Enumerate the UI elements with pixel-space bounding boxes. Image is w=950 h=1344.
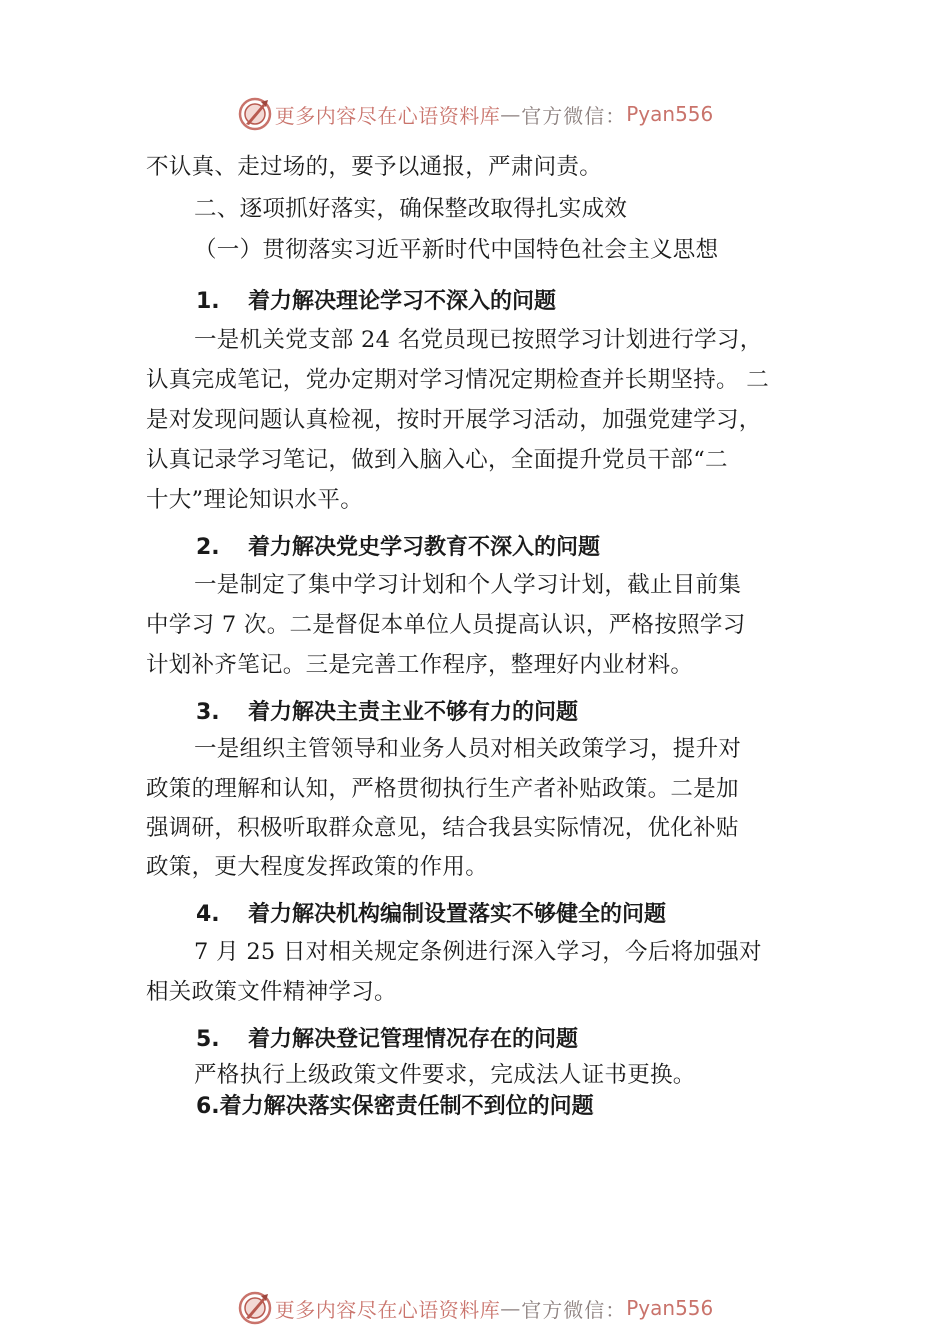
watermark-brand: 更多内容尽在心语资料库 — [274, 1297, 501, 1322]
watermark-separator: — — [500, 1296, 522, 1320]
item-heading-5 — [196, 1025, 578, 1055]
paragraph-line: 一是组织主管领导和业务人员对相关政策学习，提升对 — [194, 736, 742, 762]
item-number: 2. — [196, 535, 220, 560]
item-title: 着力解决主责主业不够有力的问题 — [248, 700, 579, 725]
watermark-footer — [0, 1288, 950, 1328]
quill-seal-icon — [237, 96, 273, 132]
paragraph-line: 是对发现问题认真检视，按时开展学习活动，加强党建学习， — [146, 407, 762, 433]
paragraph-line: 政策的理解和认知，严格贯彻执行生产者补贴政策。二是加 — [146, 776, 739, 802]
paragraph-line: 十大”理论知识水平。 — [146, 487, 364, 513]
paragraph-line: 7 月 25 日对相关规定条例进行深入学习，今后将加强对 — [194, 939, 762, 965]
paragraph-line: 认真完成笔记，党办定期对学习情况定期检查并长期坚持。 二 — [146, 367, 770, 393]
paragraph-line: 一是制定了集中学习计划和个人学习计划，截止目前集 — [194, 572, 742, 598]
item-title: 着力解决机构编制设置落实不够健全的问题 — [248, 902, 667, 927]
watermark-brand: 更多内容尽在心语资料库 — [274, 103, 501, 128]
paragraph-line: 计划补齐笔记。三是完善工作程序，整理好内业材料。 — [146, 652, 694, 678]
quill-seal-icon — [237, 1290, 273, 1326]
item-title: 着力解决登记管理情况存在的问题 — [248, 1027, 579, 1052]
paragraph-line: 政策，更大程度发挥政策的作用。 — [146, 854, 489, 880]
watermark-wechat-label: 官方微信： — [521, 103, 627, 128]
item-heading-3 — [196, 698, 578, 728]
subsection-heading: （一）贯彻落实习近平新时代中国特色社会主义思想 — [194, 237, 719, 263]
item-number: 5. — [196, 1027, 220, 1052]
paragraph-line: 中学习 7 次。二是督促本单位人员提高认识，严格按照学习 — [146, 612, 746, 638]
paragraph-line: 相关政策文件精神学习。 — [146, 979, 397, 1005]
paragraph-line: 不认真、走过场的，要予以通报，严肃问责。 — [146, 154, 603, 180]
paragraph-line: 强调研，积极听取群众意见，结合我县实际情况，优化补贴 — [146, 815, 739, 841]
item-heading-2 — [196, 533, 600, 563]
watermark-wechat-label: 官方微信： — [521, 1297, 627, 1322]
item-number: 6. — [196, 1094, 220, 1119]
watermark-handle: Pyan556 — [626, 1296, 714, 1320]
item-title: 着力解决落实保密责任制不到位的问题 — [219, 1094, 594, 1119]
item-number: 1. — [196, 289, 220, 314]
paragraph-line: 认真记录学习笔记，做到入脑入心，全面提升党员干部“二 — [146, 447, 728, 473]
item-number: 4. — [196, 902, 220, 927]
section-heading: 二、逐项抓好落实，确保整改取得扎实成效 — [194, 196, 628, 222]
watermark-separator: — — [500, 102, 522, 126]
item-heading-4 — [196, 900, 666, 930]
item-heading-1 — [196, 287, 556, 317]
watermark-handle: Pyan556 — [626, 102, 714, 126]
item-title: 着力解决党史学习教育不深入的问题 — [248, 535, 601, 560]
item-number: 3. — [196, 700, 220, 725]
item-heading-6 — [196, 1092, 594, 1122]
paragraph-line: 严格执行上级政策文件要求，完成法人证书更换。 — [194, 1062, 696, 1088]
watermark-header — [0, 94, 950, 134]
item-title: 着力解决理论学习不深入的问题 — [248, 289, 557, 314]
paragraph-line: 一是机关党支部 24 名党员现已按照学习计划进行学习， — [194, 327, 763, 353]
